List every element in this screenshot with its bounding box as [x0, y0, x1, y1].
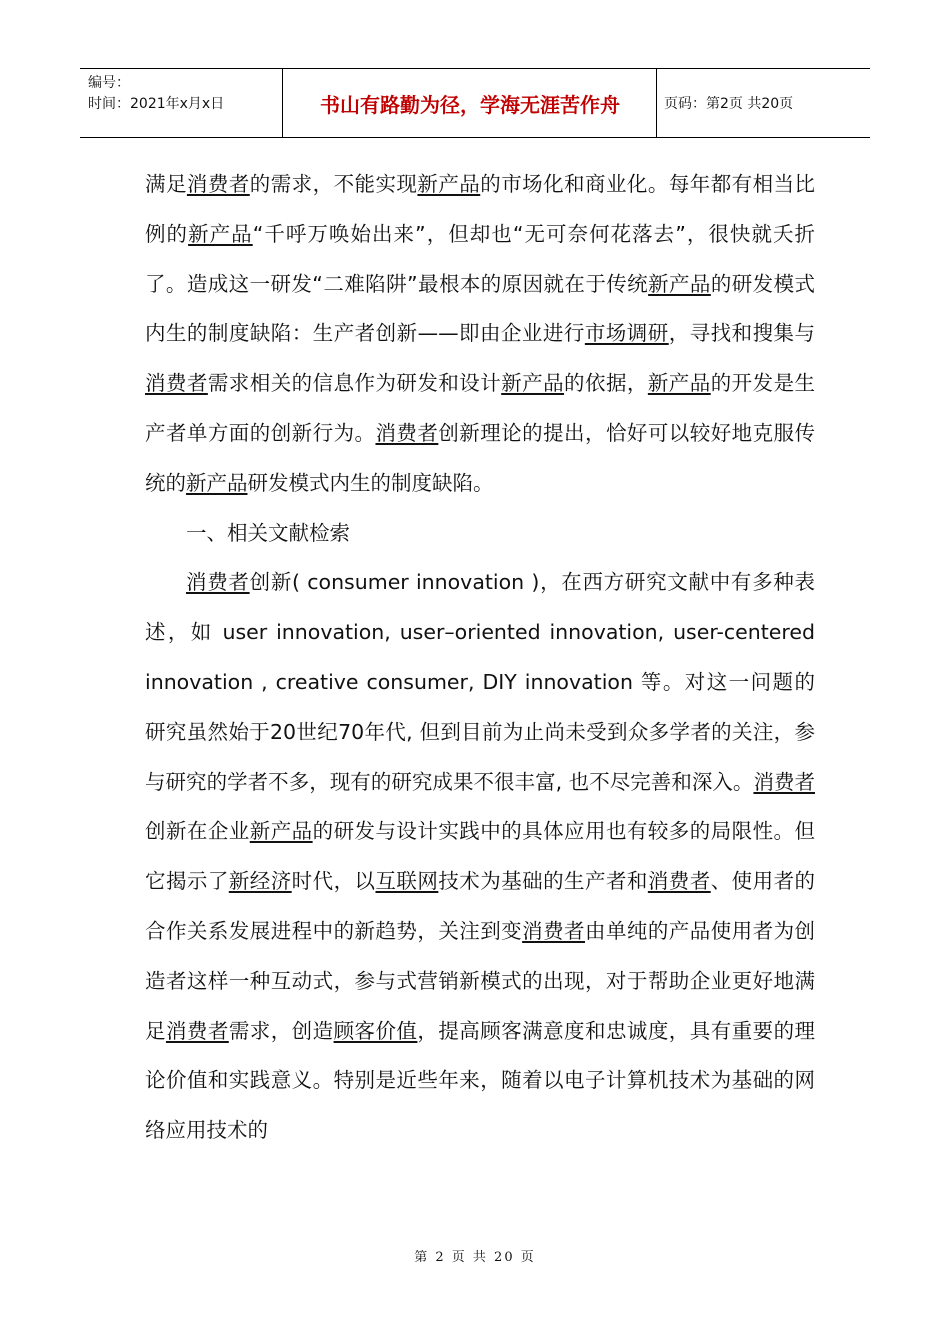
- paragraph-text: 的研发与设计实践中的具体应用也有较多的局限性。但它揭示了: [145, 819, 816, 894]
- paragraph-text: 、使用者的合作关系发展进程中的新趋势，关注到变: [145, 869, 816, 943]
- paragraph: [145, 160, 815, 509]
- paragraph-text: “千呼万唤始出来”，但却也“无可奈何花落去”，很快就夭折了。造成这一研发“二难陷阱”最根本的原因就在于传统: [145, 221, 816, 296]
- keyword-link[interactable]: 消费者: [165, 1018, 229, 1043]
- keyword-link[interactable]: 新产品: [188, 221, 253, 246]
- paragraph-text: 研发模式内生的制度缺陷。: [247, 470, 494, 495]
- keyword-link[interactable]: 新产品: [648, 271, 711, 296]
- paragraph-text: 需求，创造: [228, 1018, 334, 1043]
- paragraph-text: 的依据，: [564, 371, 648, 396]
- paragraph: [145, 558, 815, 1156]
- header-divider-left: [282, 69, 283, 137]
- paragraph-text: 时代，以: [291, 869, 376, 894]
- document-header: [80, 68, 870, 138]
- keyword-link[interactable]: 新产品: [186, 470, 248, 495]
- paragraph-text: 的研发模式内生的制度缺陷：生产者创新——即由企业进行: [145, 271, 815, 346]
- keyword-link[interactable]: 消费者: [186, 172, 250, 196]
- header-meta: [88, 73, 224, 115]
- paragraph-text: 由单纯的产品使用者为创造者这样一种互动式，参与式营销新模式的出现，对于帮助企业更好地满足: [145, 918, 816, 1043]
- paragraph-text: 的需求，不能实现: [249, 172, 418, 196]
- paragraph-text: 一、相关文献检索: [186, 520, 350, 545]
- paragraph-text: 创新在企业: [145, 819, 250, 844]
- keyword-link[interactable]: 消费者: [753, 769, 816, 794]
- number-label: 编号：: [88, 75, 130, 91]
- keyword-link[interactable]: 新产品: [249, 819, 313, 844]
- paragraph-text: 技术为基础的生产者和: [438, 869, 648, 894]
- paragraph-text: 的开发是生产者单方面的创新行为。: [145, 371, 816, 445]
- paragraph-text: ，寻找和搜集与: [668, 321, 816, 346]
- keyword-link[interactable]: 消费者: [522, 918, 585, 943]
- time-label: 时间：2021年x月x日: [88, 96, 225, 112]
- keyword-link[interactable]: 消费者: [145, 371, 208, 396]
- paragraph-text: 创新( consumer innovation )，在西方研究文献中有多种表述，如 user innovation, user–oriented innovation, user-centered innovation , creative consumer, DIY innovation 等。对这一问题的研究虽然始于20世纪70年代, 但到目前为止尚未受到众多学者的关注，参与研究的学者不多，现有的研究成果不很丰富, 也不尽完善和深入。: [145, 570, 816, 794]
- paragraph-text: 需求相关的信息作为研发和设计: [207, 371, 502, 396]
- keyword-link[interactable]: 消费者: [186, 570, 250, 595]
- page-footer: 第 2 页 共 20 页: [414, 1250, 536, 1265]
- keyword-link[interactable]: 互联网: [375, 869, 439, 894]
- keyword-link[interactable]: 新产品: [647, 371, 711, 396]
- header-divider-right: [656, 69, 657, 137]
- keyword-link[interactable]: 新产品: [501, 371, 565, 396]
- keyword-link[interactable]: 消费者: [375, 420, 439, 445]
- keyword-link[interactable]: 顾客价值: [333, 1018, 418, 1043]
- paragraph-text: ，提高顾客满意度和忠诚度，具有重要的理论价值和实践意义。特别是近些年来，随着以电子计算机技术为基础的网络应用技术的: [145, 1018, 816, 1143]
- document-body: [145, 160, 815, 1156]
- header-page-info: 页码：第2页 共20页: [664, 96, 794, 112]
- header-motto: 书山有路勤为径，学海无涯苦作舟: [320, 92, 620, 117]
- keyword-link[interactable]: 新经济: [228, 869, 292, 894]
- paragraph: [145, 509, 815, 559]
- keyword-link[interactable]: 市场调研: [584, 321, 669, 346]
- keyword-link[interactable]: 新产品: [417, 172, 481, 196]
- paragraph-text: 的市场化和商业化。每年都有相当比例的: [145, 172, 816, 246]
- keyword-link[interactable]: 消费者: [647, 869, 711, 894]
- paragraph-text: 创新理论的提出，恰好可以较好地克服传统的: [145, 420, 816, 495]
- paragraph-text: 满足: [145, 172, 187, 196]
